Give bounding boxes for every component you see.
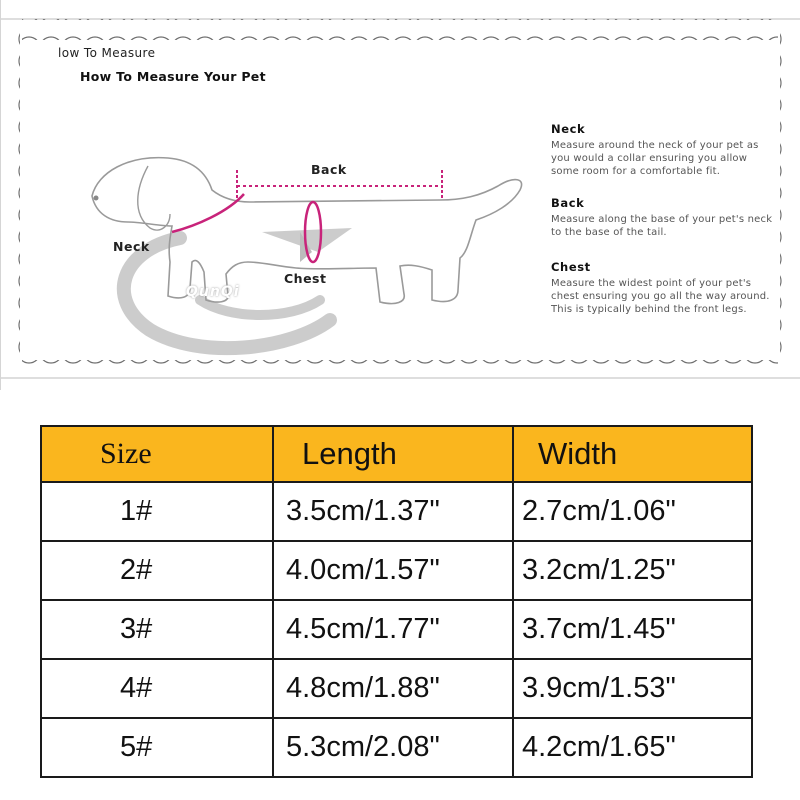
table-row: [41, 718, 752, 777]
definition-term: Back: [551, 196, 585, 210]
cell-length: 5.3cm/2.08": [273, 718, 513, 777]
table-row: [41, 541, 752, 600]
guide-title: How To Measure Your Pet: [80, 69, 266, 84]
dog-measurement-diagram: [0, 0, 800, 390]
definition-neck: [551, 122, 776, 178]
measurement-guide: [0, 0, 800, 390]
definition-text: Measure along the base of your pet's neck to the base of the tail.: [551, 214, 773, 238]
header-length: Length: [273, 426, 513, 482]
definition-term: Chest: [551, 260, 591, 274]
definition-text: Measure around the neck of your pet as you would a collar ensuring you allow some room for a comfortable fit.: [551, 140, 759, 177]
cell-width: 3.7cm/1.45": [513, 600, 752, 659]
diagram-label-chest: Chest: [284, 271, 327, 286]
cell-size: 2#: [41, 541, 273, 600]
cell-size: 1#: [41, 482, 273, 541]
cell-size: 3#: [41, 600, 273, 659]
cell-width: 2.7cm/1.06": [513, 482, 752, 541]
cell-size: 5#: [41, 718, 273, 777]
diagram-label-neck: Neck: [113, 239, 150, 254]
cell-length: 3.5cm/1.37": [273, 482, 513, 541]
guide-tab-title: low To Measure: [58, 46, 156, 60]
size-table-header-row: [41, 426, 752, 482]
header-width: Width: [513, 426, 752, 482]
table-row: [41, 482, 752, 541]
cell-width: 4.2cm/1.65": [513, 718, 752, 777]
watermark-text: QunQi: [186, 284, 240, 300]
definition-back: [551, 196, 776, 239]
definition-term: Neck: [551, 122, 586, 136]
diagram-label-back: Back: [311, 162, 347, 177]
cell-width: 3.9cm/1.53": [513, 659, 752, 718]
size-table: [40, 425, 753, 778]
table-row: [41, 600, 752, 659]
cell-length: 4.0cm/1.57": [273, 541, 513, 600]
cell-length: 4.5cm/1.77": [273, 600, 513, 659]
cell-size: 4#: [41, 659, 273, 718]
table-row: [41, 659, 752, 718]
definition-chest: [551, 260, 776, 316]
cell-length: 4.8cm/1.88": [273, 659, 513, 718]
definition-text: Measure the widest point of your pet's chest ensuring you go all the way around. This is typically behind the front legs.: [551, 278, 770, 315]
cell-width: 3.2cm/1.25": [513, 541, 752, 600]
header-size: Size: [41, 426, 273, 482]
